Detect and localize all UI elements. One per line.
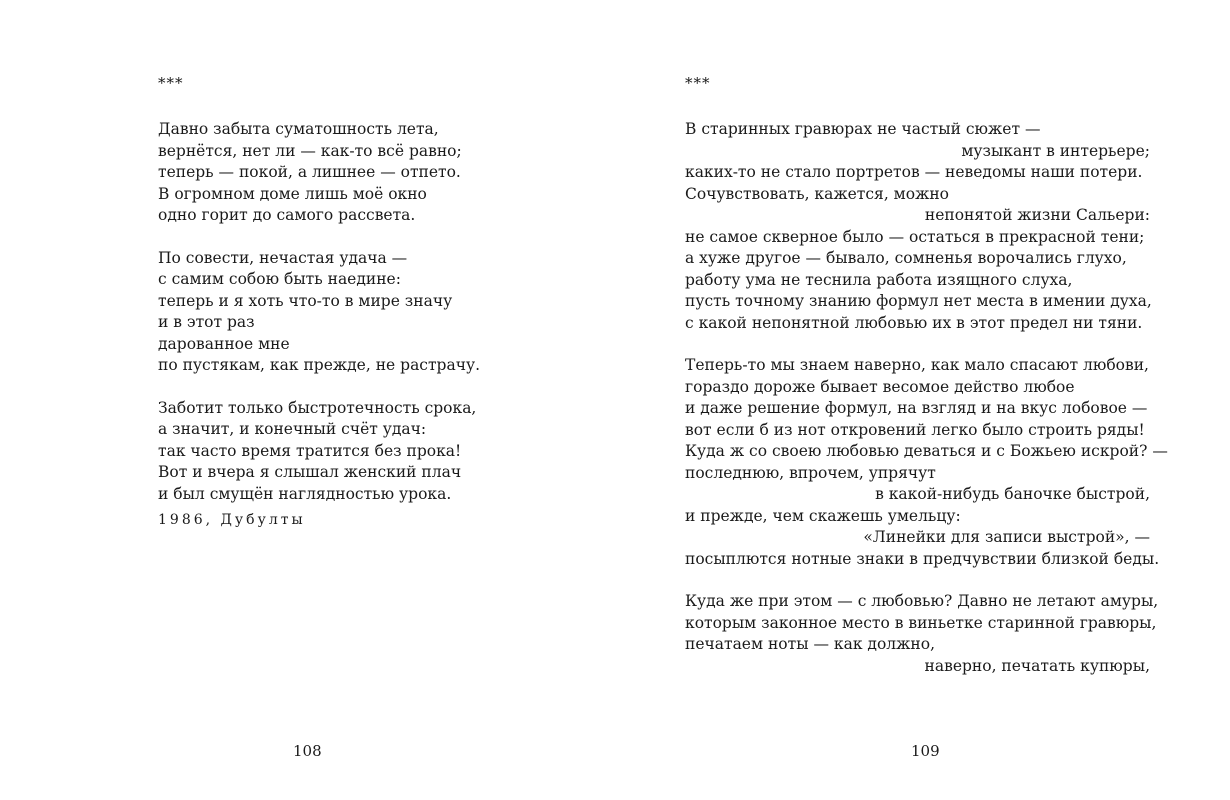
poem-line: Давно забыта суматошность лета, (158, 120, 439, 138)
poem-line: дарованное мне (158, 334, 290, 353)
poem-body (158, 119, 558, 531)
poem-line: по пустякам, как прежде, не растрачу. (158, 356, 481, 374)
poem-line: Куда ж со своею любовью деваться и с Божьею искрой? — (685, 442, 1168, 460)
poem-line-indented: в какой-нибудь баночке быстрой, (875, 485, 1150, 503)
poem-line: последнюю, впрочем, упрячут (685, 463, 936, 482)
poem-line: печатаем ноты — как должно, (685, 635, 936, 653)
poem-body (685, 119, 1168, 698)
poem-line: В огромном доме лишь моё окно (158, 184, 427, 203)
stanza (158, 119, 558, 227)
poem-line: работу ума не теснила работа изящного слуха, (685, 270, 1073, 289)
poem-line: вернётся, нет ли — как-то всё равно; (158, 141, 462, 160)
poem-line: каких-то не стало портретов — неведомы наши потери. (685, 163, 1143, 181)
poem-line-indented: непонятой жизни Сальери: (924, 206, 1150, 224)
poem-line: одно горит до самого рассвета. (158, 206, 416, 224)
poem-line: и был смущён наглядностью урока. (158, 484, 452, 503)
poem-line-indented: «Линейки для записи выстрой», — (863, 528, 1150, 546)
page-number: 109 (911, 742, 940, 760)
poem-line: По совести, нечастая удача — (158, 248, 408, 267)
stanza (685, 355, 1168, 570)
poem-line: посыплются нотные знаки в предчувствии близкой беды. (685, 549, 1160, 568)
poem-line: которым законное место в виньетке старинной гравюры, (685, 613, 1157, 632)
poem-line: Сочувствовать, кажется, можно (685, 184, 949, 203)
poem-line: а хуже другое — бывало, сомненья ворочались глухо, (685, 249, 1127, 267)
poem-line: пусть точному знанию формул нет места в имении духа, (685, 292, 1152, 310)
poem-line: и даже решение формул, на взгляд и на вкус лобовое — (685, 399, 1148, 417)
stanza (158, 398, 558, 506)
poem-line: и в этот раз (158, 313, 255, 331)
poem-line: гораздо дороже бывает весомое действо любое (685, 377, 1075, 396)
poem-line: теперь и я хоть что-то в мире значу (158, 291, 453, 310)
poem-line: вот если б из нот откровений легко было строить ряды! (685, 420, 1145, 439)
section-asterisks: *** (685, 74, 711, 92)
poem-line: теперь — покой, а лишнее — отпето. (158, 163, 461, 181)
poem-line: а значит, и конечный счёт удач: (158, 420, 427, 438)
poem-line: с самим собою быть наедине: (158, 270, 401, 288)
poem-line: так часто время тратится без прока! (158, 441, 462, 460)
stanza (158, 248, 558, 377)
poem-date-place: 1986, Дубулты (158, 512, 306, 528)
right-page (615, 0, 1230, 800)
stanza (685, 119, 1150, 334)
page-number: 108 (293, 742, 322, 760)
section-asterisks: *** (158, 74, 184, 92)
poem-line: Заботит только быстротечность срока, (158, 398, 477, 417)
poem-line: Теперь-то мы знаем наверно, как мало спасают любови, (685, 356, 1149, 374)
poem-line: не самое скверное было — остаться в прекрасной тени; (685, 227, 1145, 246)
stanza (685, 591, 1159, 677)
poem-line: Куда же при этом — с любовью? Давно не летают амуры, (685, 592, 1159, 610)
poem-line-indented: наверно, печатать купюры, (924, 656, 1150, 675)
poem-line: с какой непонятной любовью их в этот предел ни тяни. (685, 313, 1143, 332)
poem-line: Вот и вчера я слышал женский плач (158, 463, 462, 481)
poem-line: В старинных гравюрах не частый сюжет — (685, 120, 1041, 138)
poem-line-indented: музыкант в интерьере; (961, 141, 1150, 160)
poem-line: и прежде, чем скажешь умельцу: (685, 506, 961, 525)
